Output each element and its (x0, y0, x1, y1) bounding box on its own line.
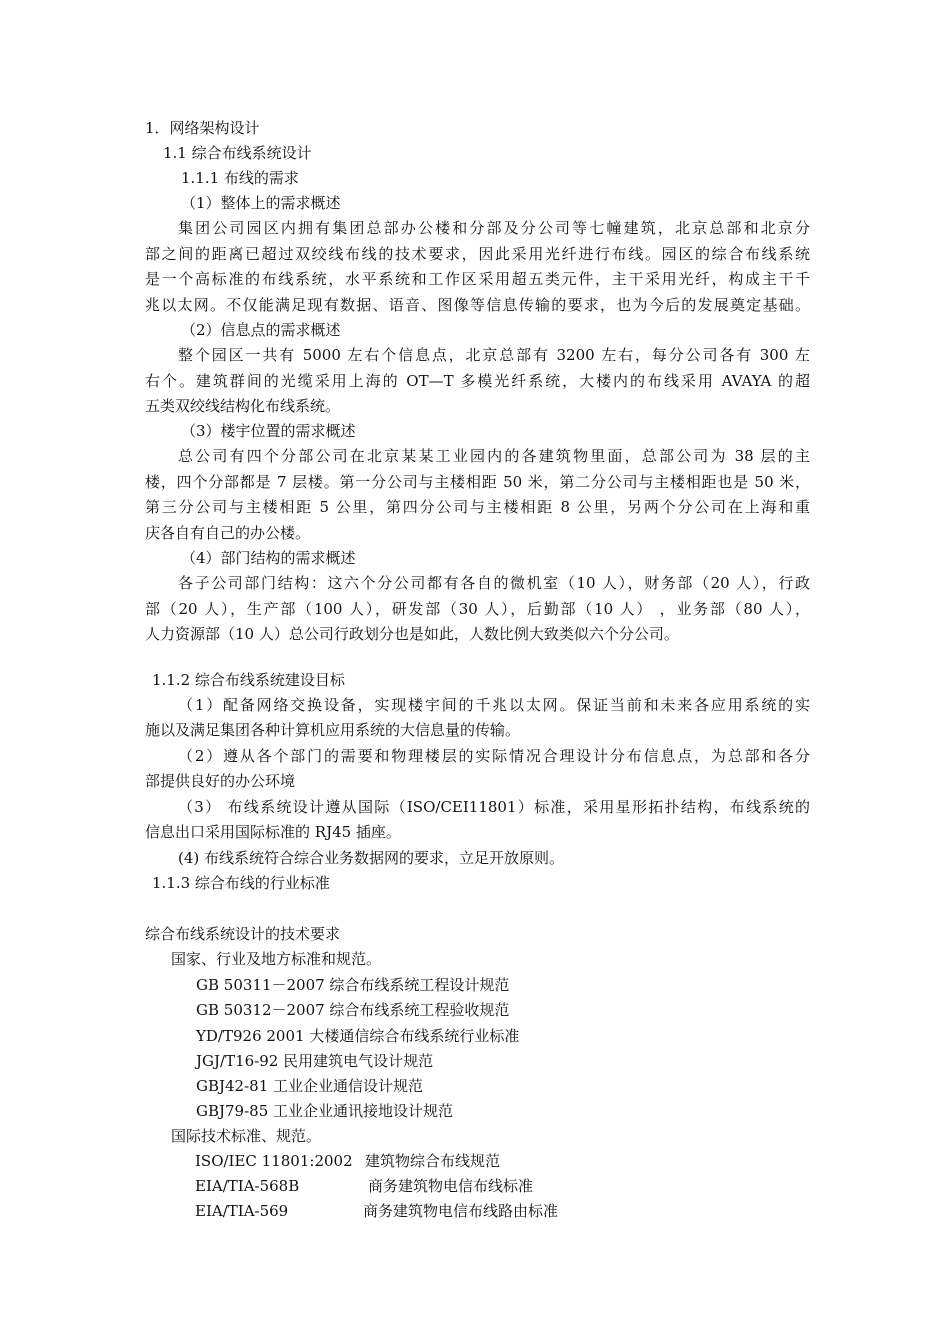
standard-name: 建筑物综合布线规范 (365, 1152, 501, 1170)
req3-title: （3）楼宇位置的需求概述 (181, 422, 356, 440)
section-heading-1-1-3: 1.1.3 综合布线的行业标准 (152, 874, 330, 892)
international-standards-title: 国际技术标准、规范。 (171, 1127, 322, 1145)
goal-line: 施以及满足集团各种计算机应用系统的大信息量的传输。 (145, 721, 521, 739)
goal-line: （3） 布线系统设计遵从国际（ISO/CEI11801）标准，采用星形拓扑结构，布线系统的 (178, 798, 810, 816)
goal-line: 信息出口采用国际标准的 RJ45 插座。 (145, 823, 401, 841)
section-heading-1-1-2: 1.1.2 综合布线系统建设目标 (152, 671, 345, 689)
goal-line: （2）遵从各个部门的需要和物理楼层的实际情况合理设计分布信息点，为总部和各分 (178, 747, 810, 765)
national-standards-title: 国家、行业及地方标准和规范。 (171, 950, 382, 968)
national-standard-item: GBJ42-81 工业企业通信设计规范 (196, 1077, 424, 1095)
national-standard-item: JGJ/T16-92 民用建筑电气设计规范 (196, 1052, 434, 1070)
req2-title: （2）信息点的需求概述 (181, 321, 341, 339)
international-standard-row (0, 1199, 950, 1223)
req2-line: 五类双绞线结构化布线系统。 (145, 397, 341, 415)
req2-line: 整个园区一共有 5000 左右个信息点，北京总部有 3200 左右，每分公司各有 300 左 (178, 346, 810, 364)
standard-name: 商务建筑物电信布线路由标准 (363, 1202, 559, 1220)
section-heading-1-1: 1.1 综合布线系统设计 (163, 144, 312, 162)
goal-line: 部提供良好的办公环境 (145, 772, 296, 790)
national-standard-item: GB 50311－2007 综合布线系统工程设计规范 (196, 976, 510, 994)
req4-line: 各子公司部门结构：这六个分公司都有各自的微机室（10 人），财务部（20 人），行政 (178, 574, 810, 592)
national-standard-item: GBJ79-85 工业企业通讯接地设计规范 (196, 1102, 454, 1120)
req1-line: 兆以太网。不仅能满足现有数据、语音、图像等信息传输的要求，也为今后的发展奠定基础。 (145, 296, 810, 314)
international-standard-row (0, 1149, 950, 1173)
international-standard-row (0, 1174, 950, 1198)
req4-title: （4）部门结构的需求概述 (181, 549, 356, 567)
req3-line: 楼，四个分部都是 7 层楼。第一分公司与主楼相距 50 米，第二分公司与主楼相距也是 50 米， (145, 473, 810, 491)
req1-line: 集团公司园区内拥有集团总部办公楼和分部及分公司等七幢建筑，北京总部和北京分 (178, 219, 810, 237)
req4-line: 部（20 人），生产部（100 人），研发部（30 人），后勤部（10 人） ，业务部（80 人）， (145, 600, 810, 618)
req3-line: 庆各自有自己的办公楼。 (145, 524, 311, 542)
standard-code: EIA/TIA-568B (195, 1177, 300, 1195)
req3-line: 总公司有四个分部公司在北京某某工业园内的各建筑物里面，总部公司为 38 层的主 (178, 447, 810, 465)
standard-name: 商务建筑物电信布线标准 (368, 1177, 534, 1195)
national-standard-item: YD/T926 2001 大楼通信综合布线系统行业标准 (196, 1027, 520, 1045)
req1-line: 是一个高标准的布线系统，水平系统和工作区采用超五类元件，主干采用光纤，构成主干千 (145, 270, 810, 288)
standard-code: EIA/TIA-569 (195, 1202, 289, 1220)
req4-line: 人力资源部（10 人）总公司行政划分也是如此，人数比例大致类似六个分公司。 (145, 625, 679, 643)
goal-line: (4) 布线系统符合综合业务数据网的要求，立足开放原则。 (178, 849, 565, 867)
req1-line: 部之间的距离已超过双绞线布线的技术要求，因此采用光纤进行布线。园区的综合布线系统 (145, 245, 810, 263)
req1-title: （1）整体上的需求概述 (181, 194, 341, 212)
tech-requirements-title: 综合布线系统设计的技术要求 (145, 925, 341, 943)
national-standard-item: GB 50312－2007 综合布线系统工程验收规范 (196, 1001, 510, 1019)
section-heading-1-1-1: 1.1.1 布线的需求 (181, 169, 299, 187)
req2-line: 右个。建筑群间的光缆采用上海的 OT—T 多模光纤系统，大楼内的布线采用 AVAYA 的超 (145, 372, 810, 390)
goal-line: （1）配备网络交换设备，实现楼宇间的千兆以太网。保证当前和未来各应用系统的实 (178, 696, 810, 714)
section-heading-1: 1．网络架构设计 (145, 119, 260, 137)
standard-code: ISO/IEC 11801:2002 (195, 1152, 353, 1170)
req3-line: 第三分公司与主楼相距 5 公里，第四分公司与主楼相距 8 公里，另两个分公司在上海和重 (145, 498, 810, 516)
